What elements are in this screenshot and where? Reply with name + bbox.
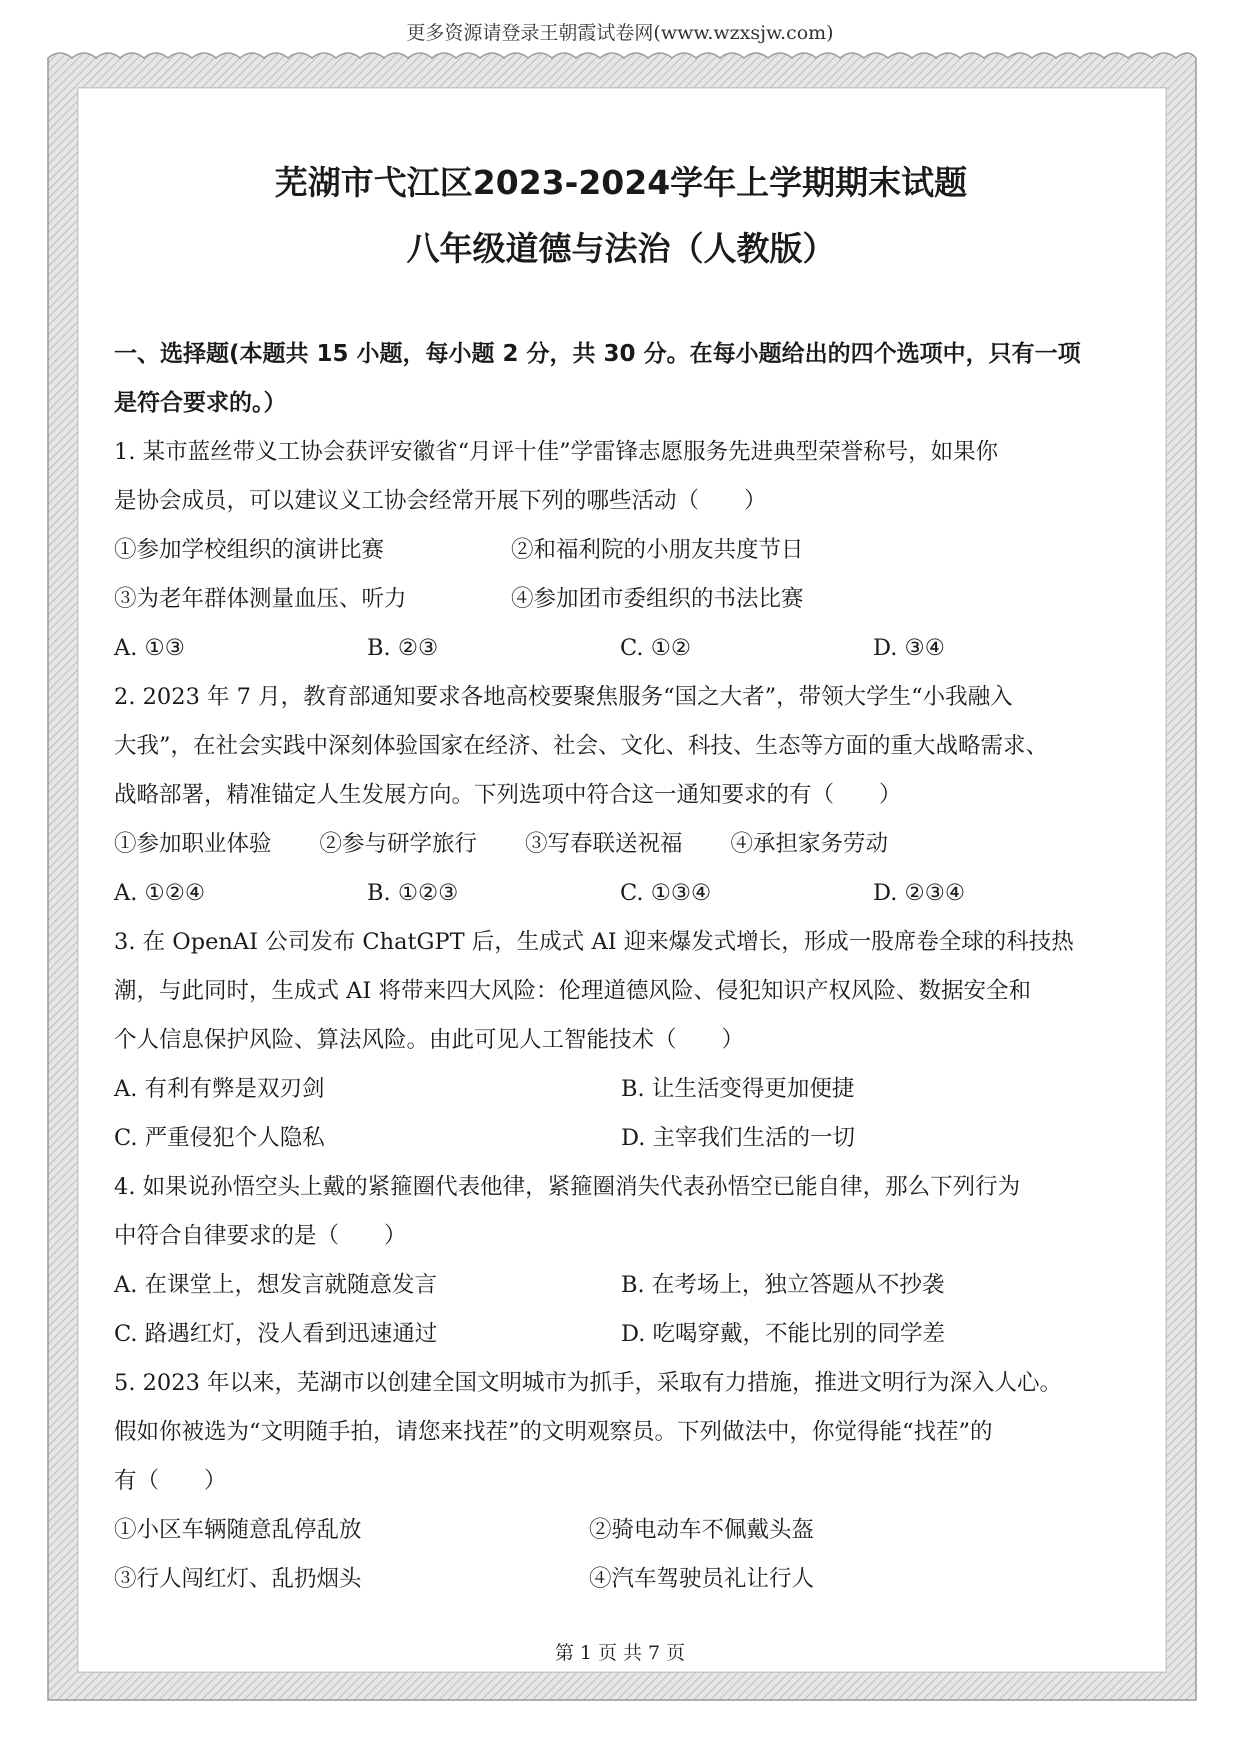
- question-stem: 4. 如果说孙悟空头上戴的紧箍圈代表他律，紧箍圈消失代表孙悟空已能自律，那么下列行为: [114, 1174, 1021, 1200]
- option-row: [114, 1310, 1128, 1359]
- question-stem: 假如你被选为“文明随手拍，请您来找茬”的文明观察员。下列做法中，你觉得能“找茬”的: [114, 1419, 993, 1445]
- exam-title: 芜湖市弋江区2023-2024学年上学期期末试题: [274, 163, 968, 202]
- option-d: D. ②③④: [873, 880, 966, 906]
- question-4: [114, 1163, 1128, 1359]
- section-heading-line: 一、选择题(本题共 15 小题，每小题 2 分，共 30 分。在每小题给出的四个选项中，只有一项: [114, 341, 1081, 367]
- option-c: C. ①③④: [620, 880, 712, 906]
- question-stem: 3. 在 OpenAI 公司发布 ChatGPT 后，生成式 AI 迎来爆发式增长，形成一股席卷全球的科技热: [114, 929, 1074, 955]
- option-a: A. ①③: [114, 635, 185, 661]
- statement: ③行人闯红灯、乱扔烟头: [114, 1566, 362, 1592]
- question-stem: 是协会成员，可以建议义工协会经常开展下列的哪些活动（ ）: [114, 488, 767, 514]
- option-c: C. 路遇红灯，没人看到迅速通过: [114, 1321, 438, 1347]
- statement: ①小区车辆随意乱停乱放: [114, 1517, 362, 1543]
- statement: ④汽车驾驶员礼让行人: [589, 1566, 815, 1592]
- question-stem: 个人信息保护风险、算法风险。由此可见人工智能技术（ ）: [114, 1027, 745, 1053]
- site-banner: 更多资源请登录王朝霞试卷网(www.wzxsjw.com): [406, 22, 834, 44]
- option-a: A. ①②④: [114, 880, 206, 906]
- question-3: [114, 918, 1128, 1163]
- option-row: [114, 624, 1128, 673]
- statement-row: [114, 1506, 1128, 1555]
- question-stem: 5. 2023 年以来，芜湖市以创建全国文明城市为抓手，采取有力措施，推进文明行为深入人心。: [114, 1370, 1063, 1396]
- option-row: [114, 1114, 1128, 1163]
- section-heading-line: 是符合要求的。）: [114, 390, 287, 416]
- exam-page: [114, 150, 1128, 1604]
- question-2: [114, 673, 1128, 918]
- statement: ③为老年群体测量血压、听力: [114, 586, 407, 612]
- option-b: B. 让生活变得更加便捷: [621, 1076, 855, 1102]
- option-d: D. ③④: [873, 635, 945, 661]
- option-d: D. 吃喝穿戴，不能比别的同学差: [621, 1321, 946, 1347]
- option-b: B. ②③: [367, 635, 439, 661]
- statement-row: [114, 1555, 1128, 1604]
- question-stem: 2. 2023 年 7 月，教育部通知要求各地高校要聚焦服务“国之大者”，带领大学生“小我融入: [114, 684, 1013, 710]
- statement: ②参与研学旅行: [319, 831, 478, 857]
- option-d: D. 主宰我们生活的一切: [621, 1125, 856, 1151]
- option-row: [114, 1065, 1128, 1114]
- option-c: C. ①②: [620, 635, 692, 661]
- statement: ①参加学校组织的演讲比赛: [114, 537, 385, 563]
- question-stem: 战略部署，精准锚定人生发展方向。下列选项中符合这一通知要求的有（ ）: [114, 782, 902, 808]
- statement: ②骑电动车不佩戴头盔: [589, 1517, 815, 1543]
- question-stem: 有（ ）: [114, 1468, 227, 1494]
- option-b: B. 在考场上，独立答题从不抄袭: [621, 1272, 945, 1298]
- statement-row: [114, 575, 1128, 624]
- question-stem: 潮，与此同时，生成式 AI 将带来四大风险：伦理道德风险、侵犯知识产权风险、数据安全和: [114, 978, 1031, 1004]
- statement: ②和福利院的小朋友共度节日: [511, 537, 804, 563]
- statement: ④参加团市委组织的书法比赛: [511, 586, 804, 612]
- option-b: B. ①②③: [367, 880, 459, 906]
- question-stem: 1. 某市蓝丝带义工协会获评安徽省“月评十佳”学雷锋志愿服务先进典型荣誉称号，如果你: [114, 439, 999, 465]
- question-1: [114, 428, 1128, 673]
- statement-row: [114, 820, 1128, 869]
- statement-row: [114, 526, 1128, 575]
- option-a: A. 在课堂上，想发言就随意发言: [114, 1272, 438, 1298]
- statement: ①参加职业体验: [114, 831, 272, 857]
- question-5: [114, 1359, 1128, 1604]
- statement: ③写春联送祝福: [525, 831, 683, 857]
- option-row: [114, 1261, 1128, 1310]
- page-number: 第 1 页 共 7 页: [554, 1642, 686, 1664]
- section-heading: [114, 330, 1128, 428]
- option-c: C. 严重侵犯个人隐私: [114, 1125, 325, 1151]
- exam-subtitle: 八年级道德与法治（人教版）: [406, 229, 836, 268]
- question-stem: 大我”，在社会实践中深刻体验国家在经济、社会、文化、科技、生态等方面的重大战略需求、: [114, 733, 1049, 759]
- option-a: A. 有利有弊是双刃剑: [114, 1076, 325, 1102]
- option-row: [114, 869, 1128, 918]
- question-stem: 中符合自律要求的是（ ）: [114, 1223, 407, 1249]
- statement: ④承担家务劳动: [730, 831, 889, 857]
